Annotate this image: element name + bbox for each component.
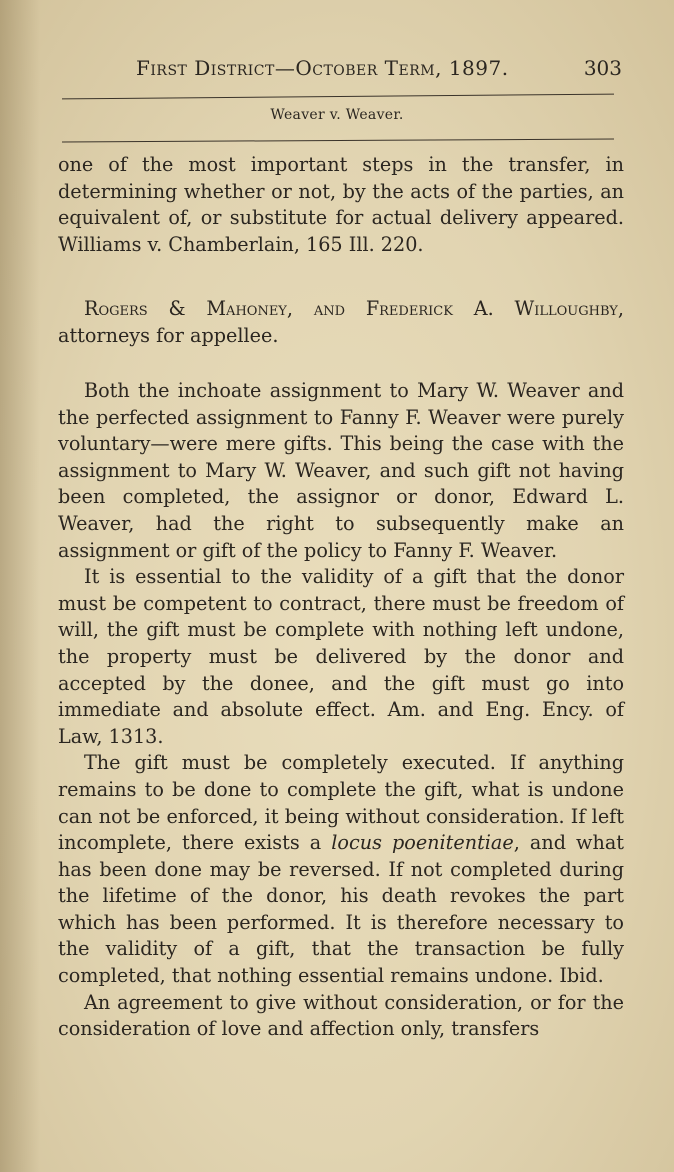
running-head [136, 56, 622, 86]
paragraph-3-end: , and what has been done may be reversed. If not completed during the lifetime of the donor, his death revokes the part which has been performed. It is therefore necessary to the validity of a gift, that the transaction be fully completed, that nothing essential remains undone. Ibid. [58, 831, 624, 988]
page-number: 303 [583, 56, 622, 80]
paragraph-3-start: The gift must be completely executed. If anything remains to be done to complete the gift, what is undone can not be enforced, it being without consideration. If left incomplete, there exists a [58, 751, 624, 855]
running-title: First District—October Term, 1897. [136, 56, 509, 80]
attorney-role: attorneys for appellee. [58, 323, 279, 347]
paragraph-4: An agreement to give without consideration, or for the consideration of love and affection only, transfers [58, 990, 624, 1041]
paragraph-3 [58, 750, 624, 989]
text-block-argument [58, 378, 624, 1043]
paragraph-2: It is essential to the validity of a gift that the donor must be competent to contract, there must be freedom of will, the gift must be complete with nothing left undone, the property must be delivered by the donor and accepted by the donee, and the gift must go into immediate and absolute effect. Am. and Eng. Ency. of Law, 1313. [58, 565, 624, 748]
header-rule-bottom [62, 139, 614, 143]
header-rule-top [62, 94, 614, 100]
text-block-continuation [58, 152, 624, 258]
paragraph-attorneys [58, 296, 624, 349]
attorney-names: Rogers & Mahoney, and Frederick A. Willoughby, [84, 297, 624, 320]
paragraph-1: Both the inchoate assignment to Mary W. Weaver and the perfected assignment to Fanny F. Weaver were purely voluntary—were mere gifts. This being the case with the assignment to Mary W. Weaver, and such gift not having been completed, the assignor or donor, Edward L. Weaver, had the right to subsequently make an assignment or gift of the policy to Fanny F. Weaver. [58, 379, 624, 562]
paragraph-continuation: one of the most important steps in the transfer, in determining whether or not, by the acts of the parties, an equivalent of, or substitute for actual delivery appeared. Williams v. Chamberlain, 165 Ill. 220. [58, 153, 624, 256]
latin-term: locus poenitentiae [331, 831, 514, 855]
text-block-attorneys [58, 296, 624, 349]
case-caption: Weaver v. Weaver. [270, 107, 404, 123]
